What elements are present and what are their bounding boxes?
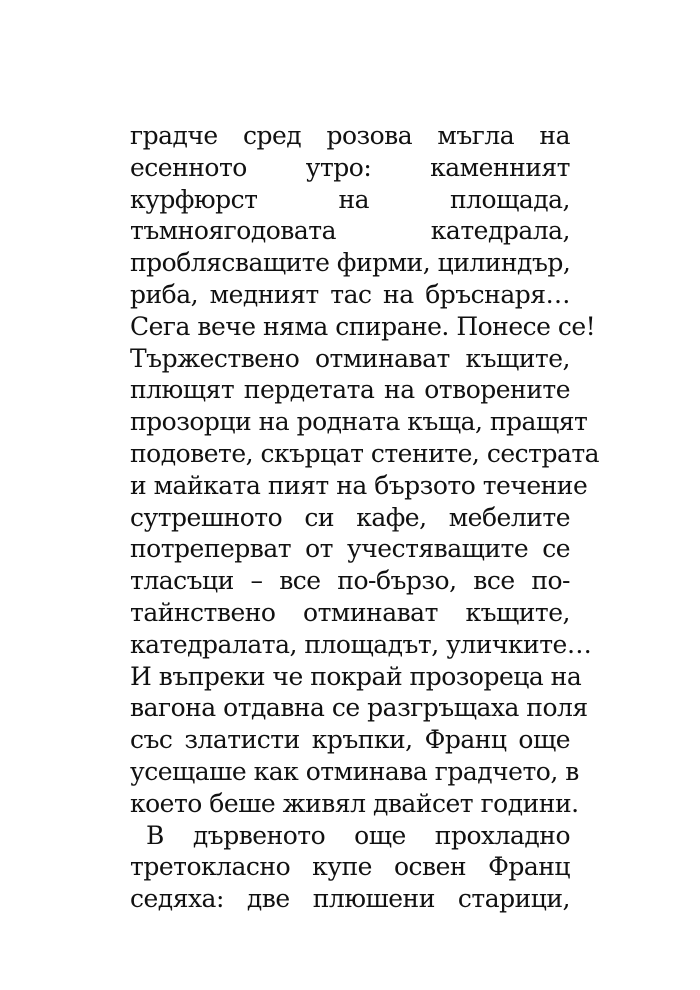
- text-line: И въпреки че покрай прозореца на: [130, 661, 582, 691]
- text-line: сутрешното си кафе, мебелите: [130, 502, 570, 532]
- paragraph-start-line: В дървеното още прохладно: [146, 820, 570, 850]
- text-line: курфюрст на площада,: [130, 184, 570, 214]
- paragraph-end-line: което беше живял двайсет години.: [130, 788, 579, 818]
- text-line: катедралата, площадът, уличките…: [130, 629, 592, 659]
- text-line: тласъци – все по-бързо, все по-: [130, 566, 570, 596]
- text-line: със златисти кръпки, Франц още: [130, 725, 570, 755]
- text-line: усещаше как отминава градчето, в: [130, 756, 579, 786]
- text-line: риба, медният тас на бръснаря…: [130, 279, 570, 309]
- text-line: Сега вече няма спиране. Понесе се!: [130, 311, 596, 341]
- text-line: тъмноягодовата катедрала,: [130, 216, 570, 246]
- text-line: есенното утро: каменният: [130, 152, 570, 182]
- text-line: плющят пердетата на отворените: [130, 375, 570, 405]
- text-line: градче сред розова мъгла на: [130, 121, 570, 150]
- body-text: [130, 120, 600, 915]
- text-line: седяха: две плюшени старици,: [130, 884, 570, 914]
- text-line: тайнствено отминават къщите,: [130, 597, 570, 627]
- text-line: подовете, скърцат стените, сестрата: [130, 438, 600, 468]
- text-line: третокласно купе освен Франц: [130, 852, 570, 882]
- text-line: потреперват от учестяващите се: [130, 534, 570, 564]
- text-line: Тържествено отминават къщите,: [130, 343, 570, 373]
- text-line: прозорци на родната къща, пращят: [130, 407, 588, 437]
- text-line: и майката пият на бързото течение: [130, 470, 588, 500]
- text-line: проблясващите фирми, цилиндър,: [130, 248, 571, 278]
- text-line: вагона отдавна се разгръщаха поля: [130, 693, 588, 723]
